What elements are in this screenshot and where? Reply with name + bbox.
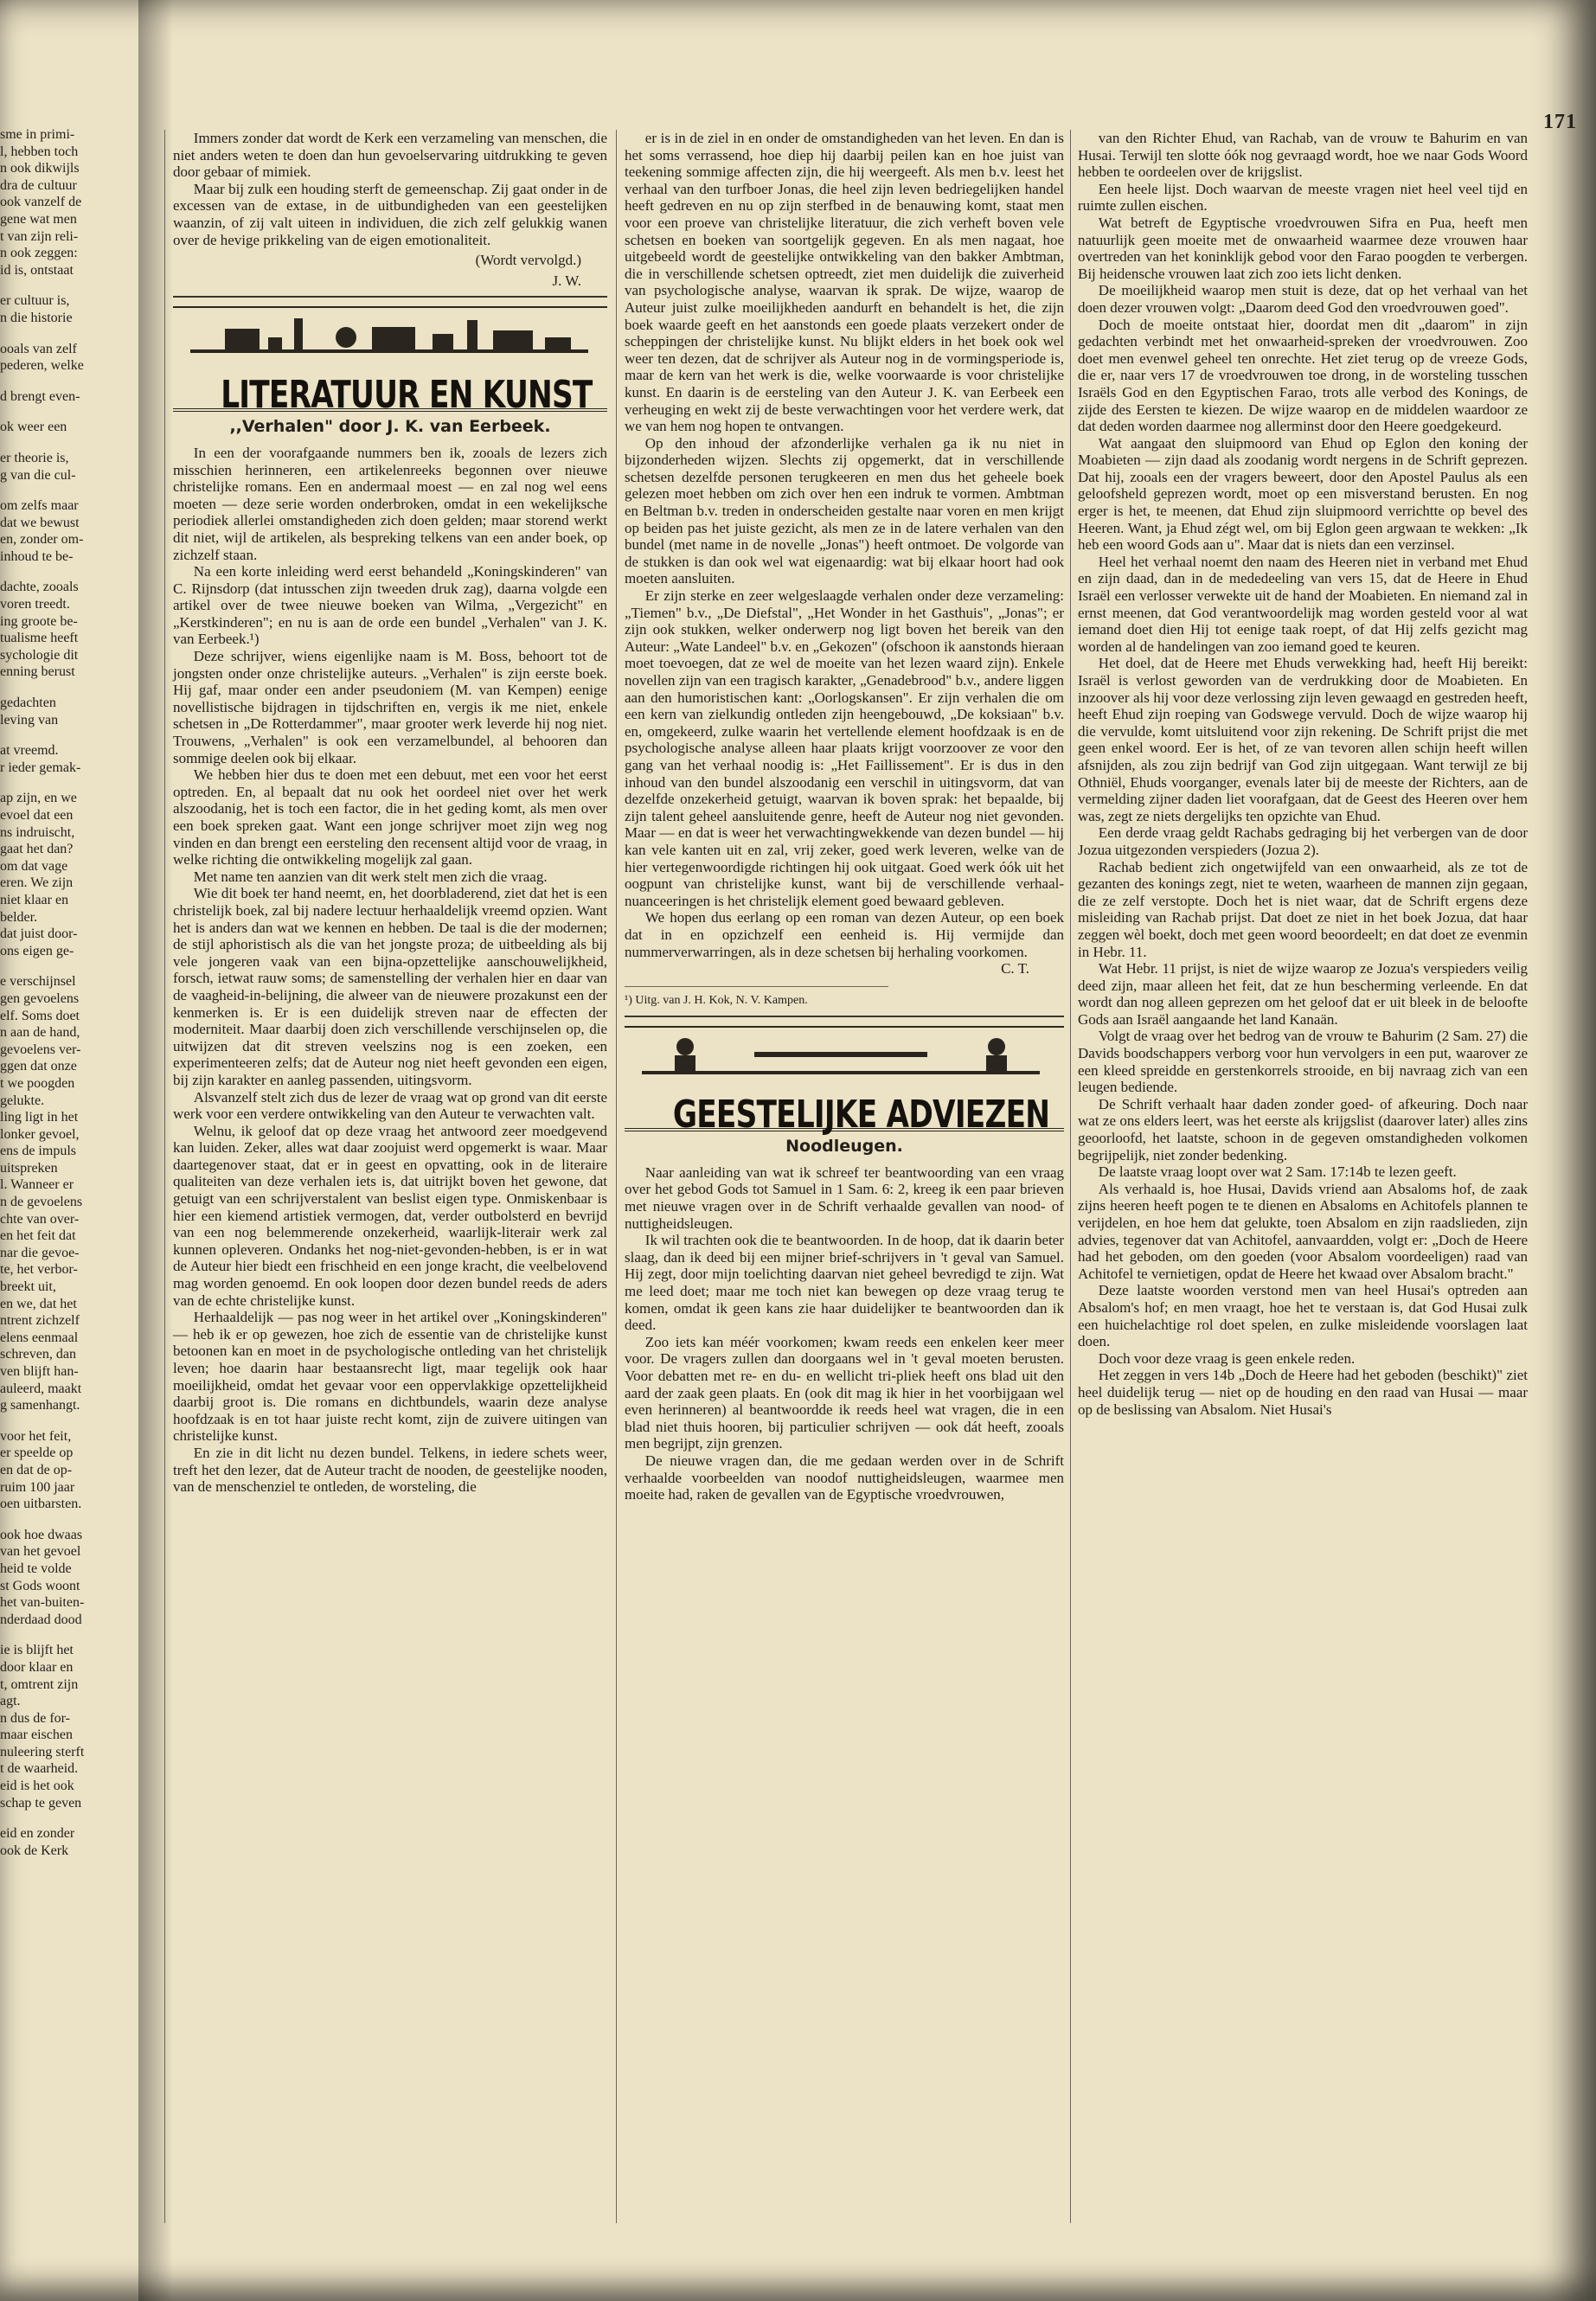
paragraph: Alsvanzelf stelt zich dus de lezer de vraag wat op grond van dit eerste werk voor een verdere ontwikkeling van den Auteur te verwachten valt.: [173, 1088, 607, 1123]
paragraph: Het zeggen in vers 14b „Doch de Heere had het geboden (beschikt)" ziet heel duidelijk terug — niet op de houding en den raad van Husai — maar op de beslissing van Absalom. Niet Husai's: [1078, 1367, 1528, 1418]
paragraph: Wat betreft de Egyptische vroedvrouwen Sifra en Pua, heeft men natuurlijk geen moeite met de onwaarheid waarmee deze vrouwen haar overtreden van het koninklijk gebod voor den Farao poogden te verbergen. Bij heidensche vrouwen laat zich zoo iets licht denken.: [1078, 214, 1528, 282]
paragraph: We hebben hier dus te doen met een debuut, met een voor het eerst optreden. En, al bepaalt dat nu ook het oordeel niet over het werk alszoodanig, het is toch een factor, die in het geding komt, als men over een boek spreken gaat. Want een jonge schrijver moet zijn weg nog vinden en dan brengt een eersteling den recensent altijd voor de vraag, in welke richting die ontwikkeling mogelijk zal gaan.: [173, 766, 607, 868]
article-title: Noodleugen.: [785, 1137, 903, 1157]
fragment-text: om zelfs maar dat we bewust en, zonder om- inhoud te be-: [0, 498, 84, 564]
paragraph: Welnu, ik geloof dat op deze vraag het antwoord zeer moedgevend kan luiden. Zeker, alles wat daar zoojuist werd opgemerkt is waar. Maar daartegenover staat, dat er in geest en opvatting, ook in de literaire qualiteiten van deze verhalen iets is, dat uitrijkt boven het gewone, dat getuigt van een schrijverstalent van beslist eigen type. Onmiskenbaar is hier een kiemend artistiek vermogen, dat, verder outbolsterd en bevrijd van een nog belemmerende onzekerheid, waarlijk-literair werk zal kunnen opleveren. Ondanks het nog-niet-gevonden-hebben, is er in wat de Auteur hier biedt een frischheid en een jonge kracht, die veelbelovend mag worden genoemd. En ook loopen door dezen bundel reeds de aders van de echte christelijke kunst.: [173, 1122, 607, 1309]
paragraph: Immers zonder dat wordt de Kerk een verzameling van menschen, die niet anders weten te doen dan hun gevoelservaring uitdrukking te geven door gebaar of mimiek.: [173, 130, 607, 181]
paragraph: De moeilijkheid waarop men stuit is deze, dat op het verhaal van het doen dezer vrouwen volgt: „Daarom deed God den vroedvrouwen goed".: [1078, 282, 1528, 316]
article-body-continued: [625, 130, 1064, 960]
literatuur-masthead: [173, 306, 607, 417]
fragment-text: sme in primi- l, hebben toch n ook dikwijls dra de cultuur ook vanzelf de gene wat men t van zijn reli- n ook zeggen: id is, ontstaat: [0, 127, 82, 278]
paragraph: Volgt de vraag over het bedrog van de vrouw te Bahurim (2 Sam. 27) die Davids boodschappers verborg voor hun vervolgers in een put, waarover ze een kleed spreidde en gerstenkorrels strooide, en bij navraag zich van een leugen bediende.: [1078, 1028, 1528, 1096]
paragraph: Deze schrijver, wiens eigenlijke naam is M. Boss, behoort tot de jongsten onder onze christelijke auteurs. „Verhalen" is zijn eerste boek. Hij gaf, maar onder een ander pseudoniem (M. van Kempen) eenige novellistische bijdragen in tijdschriften en, vergis ik me niet, enkele schetsen in „De Rotterdammer", maar grooter werk leverde hij nog niet. Trouwens, „Verhalen" is ook een verzamelbundel, al behooren dan sommige deelen ook bij elkaar.: [173, 648, 607, 766]
paragraph: En zie in dit licht nu dezen bundel. Telkens, in iedere schets weer, treft het den lezer, dat de Auteur tracht de nooden, de geestelijke nooden, van de menschenziel te ontleden, de worsteling, die: [173, 1444, 607, 1496]
fragment-text: gedachten leving van: [0, 695, 59, 727]
paragraph: De Schrift verhaalt haar daden zonder goed- of afkeuring. Doch naar wat ze ons elders leert, was het eerste als krijgslist (daarover later) alles zins geoorloofd, het laatste, schoon in de gegeven omstandigheden volkomen begrijpelijk, niet zonder bedenking.: [1078, 1095, 1528, 1163]
column-rule: [164, 130, 165, 2223]
paragraph: Een derde vraag geldt Rachabs gedraging bij het verbergen van de door Jozua uitgezonden verspieders (Jozua 2).: [1078, 824, 1528, 858]
paragraph: Het doel, dat de Heere met Ehuds verwekking had, heeft Hij bereikt: Israël is verlost geworden van de verdrukking door de Moabieten. En inzoover als hij voor deze verlossing zijn leven gewaagd en gestreden heeft, heeft Ehud zijn roeping van Godswege vervuld. Doch de wijze waarop hij die vervulde, komt uitsluitend voor zijn rekening. De Schrift prijst die met geen enkel woord. Eer is het, of ze van tevoren allen schijn heeft willen afsnijden, als zou zijn bedrijf van God zijn uitgegaan. Want terwijl ze bij Othniël, Ehuds voorganger, evenals later bij de meeste der Richters, aan de vermelding zijner daden liet voorafgaan, dat de Geest des Heeren over hem was, zegt ze niets dergelijks ten opzichte van Ehud.: [1078, 655, 1528, 824]
paragraph: Wat aangaat den sluipmoord van Ehud op Eglon den koning der Moabieten — zijn daad als zoodanig wordt nergens in de Schrift geprezen. Dat hij, zooals een der vragers beweert, door den Apostel Paulus als een geloofsheld geprezen wordt, moet op een misverstand berusten. En nog erger is het, te meenen, dat Ehud zijn sluipmoord verrichtte op bevel des Heeren. Want, ja Ehud zégt wel, om bij Eglon geen argwaan te wekken: „Ik heb een woord Gods aan u". Maar dat is niets dan een verzinsel.: [1078, 434, 1528, 554]
article-body: [625, 1164, 1064, 1503]
paragraph: Herhaaldelijk — pas nog weer in het artikel over „Koningskinderen" — heb ik er op gewezen, hoe zich de essentie van de christelijke kunst betoonen kan en moet in de psychologische ontleding van het christelijk leven; hoe daarin haar bestaansrecht ligt, maar tegelijk ook haar moeilijkheid, omdat het gevaar voor een oppervlakkige opzettelijkheid daarbij groot is. Die romans en dichtbundels, waarin deze analyse hoofdzaak is en tot haar juiste recht komt, zijn de zuivere uitingen van christelijke kunst.: [173, 1309, 607, 1445]
article-body-continued: [1078, 130, 1528, 1418]
fragment-text: er cultuur is, n die historie: [0, 293, 73, 325]
fragment-text: dachte, zooals voren treedt. ing groote be- tualisme heeft sychologie dit enning berust: [0, 580, 79, 680]
section-divider: [173, 296, 607, 298]
fragment-text: e verschijnsel gen gevoelens elf. Soms doet n aan de hand, gevoelens ver- ggen dat onze t we poogden gelukte. ling ligt in het lonker gevoel, ens de impuls uitspreken l. Wanneer er n de gevoelens chte van over- en het feit dat nar die gevoe- te, het verbor- breekt uit, en we, dat het ntrent zichzelf elens eenmaal schreven, dan ven blijft han- auleerd, maakt g samenhangt.: [0, 974, 83, 1413]
adviezen-masthead: [625, 1026, 1064, 1137]
paragraph: er is in de ziel in en onder de omstandigheden van het leven. En dan is het soms verrassend, hoe diep hij daarbij peilen kan en hoe juist van teekening sommige affecten zijn, die hij weergeeft. Als men b.v. leest het verhaal van den turfboer Jonas, die heel zijn leven bedriegelijken handel heeft gedreven en nu op zijn sterfbed in de benauwing komt, staat men voor een proeve van christelijke literatuur, die zich verheft boven vele schetsen en boeken van soortgelijk gegeven. En als men nagaat, hoe uitgebeeld wordt de geestelijke ontwikkeling van den bakker Ambtman, die in verschillende schetsen optreedt, ziet men duidelijk die zuiverheid van psychologische analyse, waarvan ik sprak. De wijze, waarop de Auteur juist zulke moeilijkheden aandurft en behandelt is het, die zijn boek waarde geeft en het aanstonds een goede plaats verzekert onder de scheppingen der christelijke kunst. Nu blijkt elders in het boek ook wel weer ten dezen, dat de schrijver als Auteur nog in de vormingsperiode is, maar de kern van het werk is die, welke voorwaarde is voor christelijke kunst. En daarin is de eersteling van den Auteur J. K. van Eerbeek een verheuging en wekt zij de beste verwachtingen voor het verdere werk, dat we van hem nog hopen te ontvangen.: [625, 130, 1064, 435]
intro-text: [173, 130, 607, 248]
paragraph: De nieuwe vragen dan, die me gedaan werden over in de Schrift verhaalde voorbeelden van noodof nuttigheidsleugen, waarmee men moeite had, raken de gevallen van de Egyptische vroedvrouwen,: [625, 1452, 1064, 1503]
fragment-text: d brengt even-: [0, 388, 80, 404]
paragraph: We hopen dus eerlang op een roman van dezen Auteur, op een boek dat in en opzichzelf een eenheid is. Hij vermijde dan nummerverwarringen, als in deze schetsen bij herhaling voorkomen.: [625, 909, 1064, 960]
paragraph: van den Richter Ehud, van Rachab, van de vrouw te Bahurim en van Husai. Terwijl ten slotte óók nog gevraagd wordt, hoe we naar Gods Woord hebben te oordeelen over de krijgslist.: [1078, 130, 1528, 181]
paragraph: Met name ten aanzien van dit werk stelt men zich die vraag.: [193, 868, 548, 885]
masthead-title: GEESTELIJKE ADVIEZEN: [672, 1092, 1050, 1137]
paragraph: Een heele lijst. Doch waarvan de meeste vragen niet heel veel tijd en ruimte zullen eischen.: [1078, 180, 1528, 215]
fragment-text: er theorie is, g van die cul-: [0, 450, 76, 483]
page-number: 171: [1543, 111, 1577, 133]
paragraph: Deze laatste woorden verstond men van heel Husai's optreden aan Absalom's hof; en men vraagt, hoe het te verstaan is, dat God Husai zulk een huichelachtige rol doet spelen, en zulke misleidende voorslagen laat doen.: [1078, 1282, 1528, 1350]
left-fragment-column: [0, 126, 145, 1873]
continued-note: (Wordt vervolgd.): [475, 252, 581, 269]
paragraph: Naar aanleiding van wat ik schreef ter beantwoording van een vraag over het gebod Gods tot Samuel in 1 Sam. 6: 2, kreeg ik een paar brieven met nieuwe vragen over in de Schrift verhaalde gevallen van nood- of nuttigheidsleugen.: [625, 1163, 1064, 1232]
column-3: [1078, 130, 1528, 1418]
fragment-text: ooals van zelf pederen, welke: [0, 341, 84, 374]
fragment-text: eid en zonder ook de Kerk: [0, 1826, 75, 1858]
column-rule: [616, 130, 617, 2223]
fragment-text: ok weer een: [0, 420, 67, 435]
paragraph: Rachab bedient zich ongetwijfeld van een onwaarheid, als ze tot de gezanten des konings zegt, niet te weten, waarheen de mannen zijn gegaan, die ze zelf verstopte. Doch het is niet waar, dat de Schrift ergens deze misleiding van Rachab prijst. Dat doet ze niet in het boek Jozua, dat haar zeggen wèl boekt, doch met geen woord beoordeelt; en dat doet ze evenmin in Hebr. 11.: [1078, 858, 1528, 960]
paragraph: Wie dit boek ter hand neemt, en, het doorbladerend, ziet dat het is een christelijk boek, zal bij nadere lectuur herhaaldelijk vreemd opzien. Want het is anders dan wat we kennen en hebben. De taal is die der modernen; de stijl aphoristisch als die van het jongste proza; de uitbeelding als bij vele jongeren vaak van een bijna-opzettelijke aanschouwelijkheid, forsch, ietwat rauw soms; de samenstelling der verhalen hier en daar van de vaagheid-in-belijning, die alweer van de nieuwere prozakunst een der kenmerken is. Er is een duidelijk streven naar de effecten der moderniteit. Maar daarbij doen zich verschillende verschijnselen op, die uitwijzen dat dit streven veelszins nog is een zoeken, een experimenteeren zelfs; dat de Auteur nog niet heeft gevonden een eigen, bij zijn karakter en aanleg passenden, uitingsvorm.: [173, 885, 607, 1088]
column-1: [173, 130, 607, 1496]
signature: C. T.: [1001, 960, 1029, 977]
paragraph: Heel het verhaal noemt den naam des Heeren niet in verband met Ehud en zijn daad, dan in de mededeeling van vers 15, dat de Heere in Ehud Israël een verlosser verwekte uit de hand der Moabieten. En niemand zal in ernst meenen, dat God verantwoordelijk mag worden gesteld voor al wat iemand doet dien Hij tot eenige taak roept, of dat Hij zelfs gezicht mag worden al de handelingen van zoo iemand goed te keuren.: [1078, 553, 1528, 655]
footnote: ¹) Uitg. van J. H. Kok, N. V. Kampen.: [625, 986, 888, 1009]
paragraph: Wat Hebr. 11 prijst, is niet de wijze waarop ze Jozua's verspieders veilig deed zijn, maar alleen het feit, dat ze hun bescherming verleende. En dat wordt dan nog alleen geprezen om het geloof dat er uit bleek in de beloofte Gods aan Israël aangaande het land Kanaän.: [1078, 960, 1528, 1028]
paragraph: In een der voorafgaande nummers ben ik, zooals de lezers zich misschien herinneren, een artikelenreeks begonnen over nieuwe christelijke romans. Een en andermaal moest — en zal nog wel eens moeten — deze serie worden onderbroken, omdat in een wekelijksche periodiek allerlei omstandigheden zich doen gelden; maar storend werkt dit niet, wijl de artikelen, als bespreking telkens van een ander boek, op zichzelf staan.: [173, 444, 607, 563]
paragraph: Na een korte inleiding werd eerst behandeld „Koningskinderen" van C. Rijnsdorp (dat intusschen zijn tweeden druk zag), daarna volgde een artikel over de twee nieuwe boeken van Wilma, „Vergezicht" en „Kerstkinderen"; en nu is aan de orde een bundel „Verhalen" van J. K. van Eerbeek.¹): [173, 563, 607, 648]
fragment-text: ap zijn, en we evoel dat een ns indruischt, gaat het dan? om dat vage eren. We zijn niet klaar en belder. dat juist door- ons eigen ge-: [0, 791, 78, 958]
fragment-text: at vreemd. r ieder gemak-: [0, 743, 81, 775]
paragraph: Maar bij zulk een houding sterft de gemeenschap. Zij gaat onder in de excessen van de extase, in de uitbundigheden van een geestelijken waanzin, of zij valt uiteen in individuen, die zich zelf gelukkig wanen over de hevige prikkeling van de eigen emotionaliteit.: [173, 180, 607, 248]
section-divider: [625, 1016, 1064, 1017]
paragraph: Zoo iets kan méér voorkomen; kwam reeds een enkelen keer meer voor. De vragers zullen dan doorgaans wel in 't geval moeten berusten. Voor debatten met re- en du- en wellicht tri-pliek heeft ons blad uit den aard der zaak geen plaats. En (ook dit mag ik hier in het voorbijgaan wel even herinneren) al beantwoordde ik reeds heel wat vragen, die in een blad niet thuis hooren, bij particulier schrijven — ook dát heeft, zooals men begrijpt, zijn grenzen.: [625, 1333, 1064, 1452]
paragraph: Doch de moeite ontstaat hier, doordat men dit „daarom" in zijn gedachten verbindt met het onwaarheid-spreken der vroedvrouwen. Zoo doet men evenwel geheel ten onrechte. Het ziet terug op de vreeze Gods, die er, naar vers 17 de vroedvrouwen toe drong, in de worsteling tusschen Israëls God en den Egyptischen Farao, trots alle verbod des Konings, de zijde des Eersten te kiezen. De wijze waarop en de middelen waardoor ze dat deden worden daarmee nog allerminst door den Heere goedgekeurd.: [1078, 316, 1528, 435]
article-title: ,,Verhalen" door J. K. van Eerbeek.: [229, 417, 551, 437]
masthead-ornament: [173, 311, 606, 360]
column-2: [625, 130, 1064, 1503]
paragraph: Als verhaald is, hoe Husai, Davids vriend aan Absaloms hof, de zaak zijns heeren heeft pogen te te dienen en Absaloms en Achitofels plannen te verijdelen, en hoe hem dat gelukte, toen Absalom en zijn raadslieden, zijn advies, tegenover dat van Achitofel, aanvaardden, volgt er: „Doch de Heere had het geboden, om den goeden (voor Absalom voordeeligen) raad van Achitofel te vernietigen, opdat de Heere het kwaad over Absalom bracht.": [1078, 1180, 1528, 1282]
article-body: [173, 445, 607, 1496]
fragment-text: ook hoe dwaas van het gevoel heid te volde st Gods woont het van-buiten- nderdaad dood: [0, 1527, 85, 1627]
paragraph: Op den inhoud der afzonderlijke verhalen ga ik nu niet in bijzonderheden wijzen. Slechts zij opgemerkt, dat in verschillende schetsen dezelfde personen terugkeeren en men dus het geheele boek gelezen moet hebben om zich over hen een indruk te vormen. Ambtman en Beltman b.v. treden in onderscheiden gestalte naar voren en men krijgt op beiden pas het juiste gezicht, als men ze in de latere verhalen van den bundel (met name in de novelle „Jonas") heeft ontmoet. De volgorde van de stukken is dan ook wel wat eigenaardig: wat bij elkaar hoort had ook moeten aansluiten.: [625, 434, 1064, 587]
masthead-title: LITERATUUR EN KUNST: [221, 372, 593, 417]
fragment-text: ie is blijft het door klaar en t, omtrent zijn agt. n dus de for- maar eischen nuleering sterft t de waarheid. eid is het ook schap te geven: [0, 1643, 85, 1811]
paragraph: De laatste vraag loopt over wat 2 Sam. 17:14b te lezen geeft.: [1098, 1163, 1457, 1181]
paragraph: Ik wil trachten ook die te beantwoorden. In de hoop, dat ik daarin beter slaag, dan ik deed bij een mijner brief-schrijvers in 't geval van Samuel. Hij zegt, door mijn toelichting daarvan niet geheel bevredigd te zijn. Wat me leed doet; maar me toch niet kan bewegen op deze vraag terug te komen, omdat ik geen kans zie haar duidelijker te beantwoorden dan ik deed.: [625, 1232, 1064, 1334]
paragraph: Er zijn sterke en zeer welgeslaagde verhalen onder deze verzameling: „Tiemen" b.v., „De Diefstal", „Het Wonder in het Gasthuis", „Jonas"; er zijn ook stukken, welker onderwerp nog ligt boven het bereik van den Auteur: „Wate Landeel" b.v. en „Gekozen" (ofschoon ik aanstonds hieraan moet toevoegen, dat ze wel de moeite van het lezen waard zijn). Enkele novellen zijn van een tragisch karakter, „Genadebrood" b.v., andere liggen aan den humoristischen kant: „Oorlogskansen". Er zijn verhalen die om een kern van zielkundig ontleden zijn heengebouwd, „De koksiaan" b.v. en, omgekeerd, zulke waarin het vertellende element hoofdzaak is en de psychologische analyse alleen haar plaats krijgt voorzoover ze voor den gang van het verhaal noodig is: „Het Faillissement". Er is dus in den inhoud van den bundel alszoodanig een verschil in uitingsvorm, dat van dezelfde onzekerheid getuigt, waarvan ik boven sprak: het bepaalde, bij zijn talent geheel aansluitende genre, heeft de Auteur nog niet gevonden. Maar — en dat is weer het verwachtingwekkende van dezen bundel — hij kan vele kanten uit en zal, vrij zeker, goed werk leveren, welke van de hier vertegenwoordigde richtingen hij ook uitgaat. Goed werk óók uit het oogpunt van christelijke kunst, want bij de verschillende verhaal-nuanceeringen is het christelijk element goed bewaard gebleven.: [625, 587, 1064, 909]
paragraph: Doch voor deze vraag is geen enkele reden.: [1098, 1349, 1356, 1367]
masthead-ornament: [625, 1031, 1057, 1080]
fragment-text: voor het feit, er speelde op en dat de op- ruim 100 jaar oen uitbarsten.: [0, 1428, 82, 1512]
column-rule: [1070, 130, 1071, 2223]
signature: J. W.: [552, 272, 581, 289]
